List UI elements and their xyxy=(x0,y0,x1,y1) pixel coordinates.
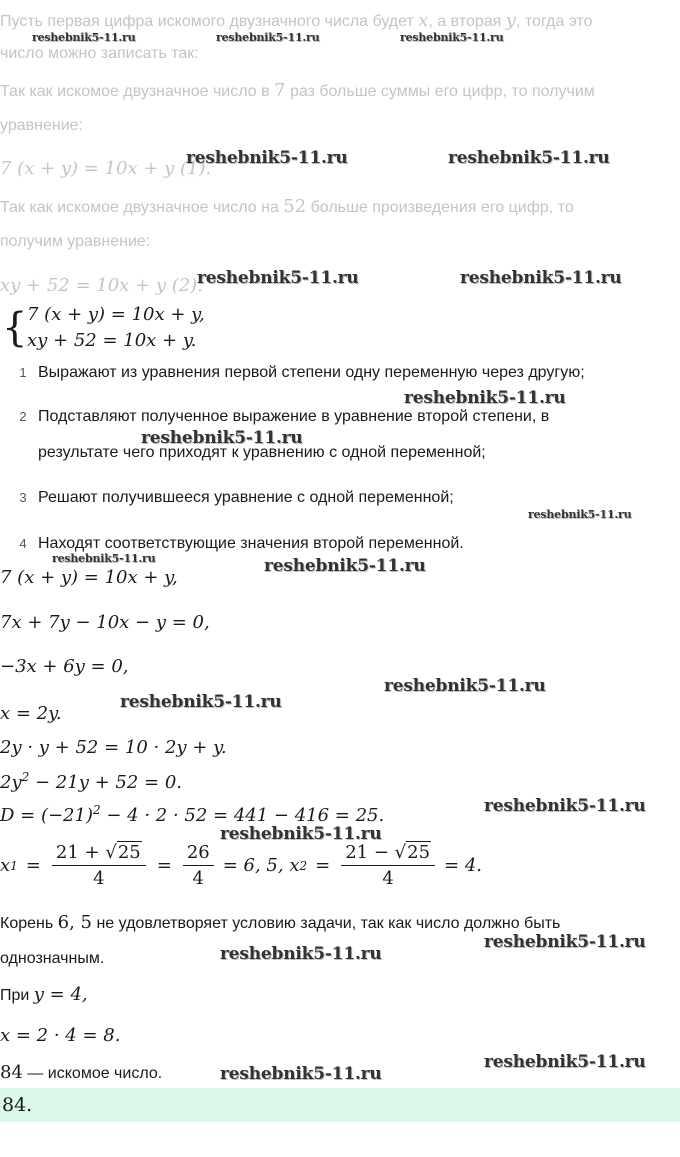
result-number: 84 xyxy=(0,1062,23,1083)
watermark: reshebnik5-11.ru xyxy=(52,552,156,565)
watermark: reshebnik5-11.ru xyxy=(32,31,136,44)
sqrt-value: 25 xyxy=(407,842,431,863)
system-brace: { xyxy=(2,305,28,351)
quad-term: 2y xyxy=(0,772,22,793)
watermark: reshebnik5-11.ru xyxy=(484,796,646,816)
x1-subscript: 1 xyxy=(10,858,18,873)
step-2-continued: результате чего приходят к уравнению с одной переменной; xyxy=(38,444,486,461)
step-text: Находят соответствующие значения второй переменной. xyxy=(38,535,464,552)
equation-1: 7 (x + y) = 10x + y (1). xyxy=(0,158,212,179)
cond2-text-b: больше произведения его цифр, то xyxy=(306,199,574,216)
step-text: Выражают из уравнения первой степени одну переменную через другую; xyxy=(38,364,585,381)
equals: = xyxy=(315,855,331,876)
intro-text-c: , тогда это xyxy=(515,13,593,30)
quadratic-equation xyxy=(0,770,182,793)
conclusion-text-b: не удовлетворяет условию задачи, так как число должно быть xyxy=(92,915,561,932)
roots-end: = 4. xyxy=(444,855,483,876)
result-text: — искомое число. xyxy=(22,1065,163,1082)
intro-line-1 xyxy=(0,10,593,31)
solution-line-3: −3x + 6y = 0, xyxy=(0,656,129,677)
fraction-2-bottom: 4 xyxy=(192,868,204,889)
watermark: reshebnik5-11.ru xyxy=(141,428,303,448)
step-3 xyxy=(8,489,454,507)
watermark: reshebnik5-11.ru xyxy=(216,31,320,44)
answer-value: 84. xyxy=(2,1094,33,1116)
fraction-2-top: 26 xyxy=(183,842,214,866)
watermark: reshebnik5-11.ru xyxy=(448,148,610,168)
watermark: reshebnik5-11.ru xyxy=(264,556,426,576)
conclusion-text-a: Корень xyxy=(0,915,58,932)
solution-line-4: x = 2y. xyxy=(0,703,62,724)
cond1-line-1 xyxy=(0,80,595,101)
watermark: reshebnik5-11.ru xyxy=(384,676,546,696)
watermark: reshebnik5-11.ru xyxy=(400,31,504,44)
solution-line-1: 7 (x + y) = 10x + y, xyxy=(0,567,178,588)
solution-line-5: 2y · y + 52 = 10 · 2y + y. xyxy=(0,737,227,758)
step-number: 1 xyxy=(19,365,27,380)
step-number: 4 xyxy=(19,536,27,551)
system-eq-1: 7 (x + y) = 10x + y, xyxy=(27,304,205,325)
watermark: reshebnik5-11.ru xyxy=(404,388,566,408)
roots-formula xyxy=(0,842,482,889)
answer-box xyxy=(0,1088,680,1122)
x1-label: x xyxy=(0,855,11,876)
solution-line-2: 7x + 7y − 10x − y = 0, xyxy=(0,612,210,633)
result-line xyxy=(0,1062,162,1083)
x-value-line: x = 2 · 4 = 8. xyxy=(0,1025,121,1046)
disc-exponent: 2 xyxy=(93,803,101,817)
fraction-1-bottom: 4 xyxy=(93,868,105,889)
conclusion-line-2: однозначным. xyxy=(0,950,105,967)
step-4 xyxy=(8,535,464,553)
roots-middle: = 6, 5, x xyxy=(222,855,300,876)
rejected-root: 6, 5 xyxy=(57,912,92,933)
var-x: x xyxy=(418,10,429,31)
equation-2: xy + 52 = 10x + y (2). xyxy=(0,275,203,296)
watermark: reshebnik5-11.ru xyxy=(197,268,359,288)
fraction-1: $\frac{21 + √25}{4}$ xyxy=(52,842,146,889)
y-value: y = 4, xyxy=(33,984,88,1005)
cond2-text-a: Так как искомое двузначное число на xyxy=(0,199,284,216)
step-number: 2 xyxy=(19,409,27,424)
cond2-line-2: получим уравнение: xyxy=(0,233,151,250)
fraction-3-top: 21 − xyxy=(345,842,395,863)
watermark: reshebnik5-11.ru xyxy=(528,508,632,521)
watermark: reshebnik5-11.ru xyxy=(460,268,622,288)
step-text: Подставляют полученное выражение в уравнение второй степени, в xyxy=(38,408,550,425)
disc-rest: − 4 · 2 · 52 = 441 − 416 = 25. xyxy=(100,805,385,826)
var-y: y xyxy=(505,10,516,31)
watermark: reshebnik5-11.ru xyxy=(220,824,382,844)
conclusion-line-1 xyxy=(0,912,560,933)
cond1-text-b: раз больше суммы его цифр, то получим xyxy=(285,83,595,100)
watermark: reshebnik5-11.ru xyxy=(186,148,348,168)
sqrt-value: 25 xyxy=(117,842,141,863)
watermark: reshebnik5-11.ru xyxy=(220,1064,382,1084)
watermark: reshebnik5-11.ru xyxy=(484,1052,646,1072)
watermark: reshebnik5-11.ru xyxy=(120,692,282,712)
cond1-number: 7 xyxy=(274,80,286,101)
system-eq-2: xy + 52 = 10x + y. xyxy=(27,330,197,351)
intro-line-2: число можно записать так: xyxy=(0,45,199,62)
intro-text-b: , а вторая xyxy=(428,13,506,30)
intro-text-a: Пусть первая цифра искомого двузначного числа будет xyxy=(0,13,419,30)
cond1-line-2: уравнение: xyxy=(0,117,83,134)
cond2-line-1 xyxy=(0,196,574,217)
fraction-3: $\frac{21 - √25}{4}$ xyxy=(341,842,435,889)
fraction-1-top: 21 + xyxy=(55,842,106,863)
fraction-3-bottom: 4 xyxy=(382,868,394,889)
cond2-number: 52 xyxy=(283,196,307,217)
fraction-2 xyxy=(183,842,214,889)
step-text: Решают получившееся уравнение с одной переменной; xyxy=(38,489,454,506)
quad-rest: − 21y + 52 = 0. xyxy=(29,772,182,793)
watermark: reshebnik5-11.ru xyxy=(220,944,382,964)
when-text: При xyxy=(0,987,34,1004)
step-number: 3 xyxy=(19,490,27,505)
quad-exponent: 2 xyxy=(21,770,30,784)
cond1-text-a: Так как искомое двузначное число в xyxy=(0,83,275,100)
when-y-line xyxy=(0,984,88,1005)
watermark: reshebnik5-11.ru xyxy=(484,932,646,952)
discriminant xyxy=(0,803,384,826)
x2-subscript: 2 xyxy=(299,858,308,873)
equals: = xyxy=(25,855,41,876)
equals: = xyxy=(156,855,172,876)
step-1 xyxy=(8,364,585,382)
disc-term: D = (−21) xyxy=(0,805,93,826)
step-2 xyxy=(8,408,549,426)
